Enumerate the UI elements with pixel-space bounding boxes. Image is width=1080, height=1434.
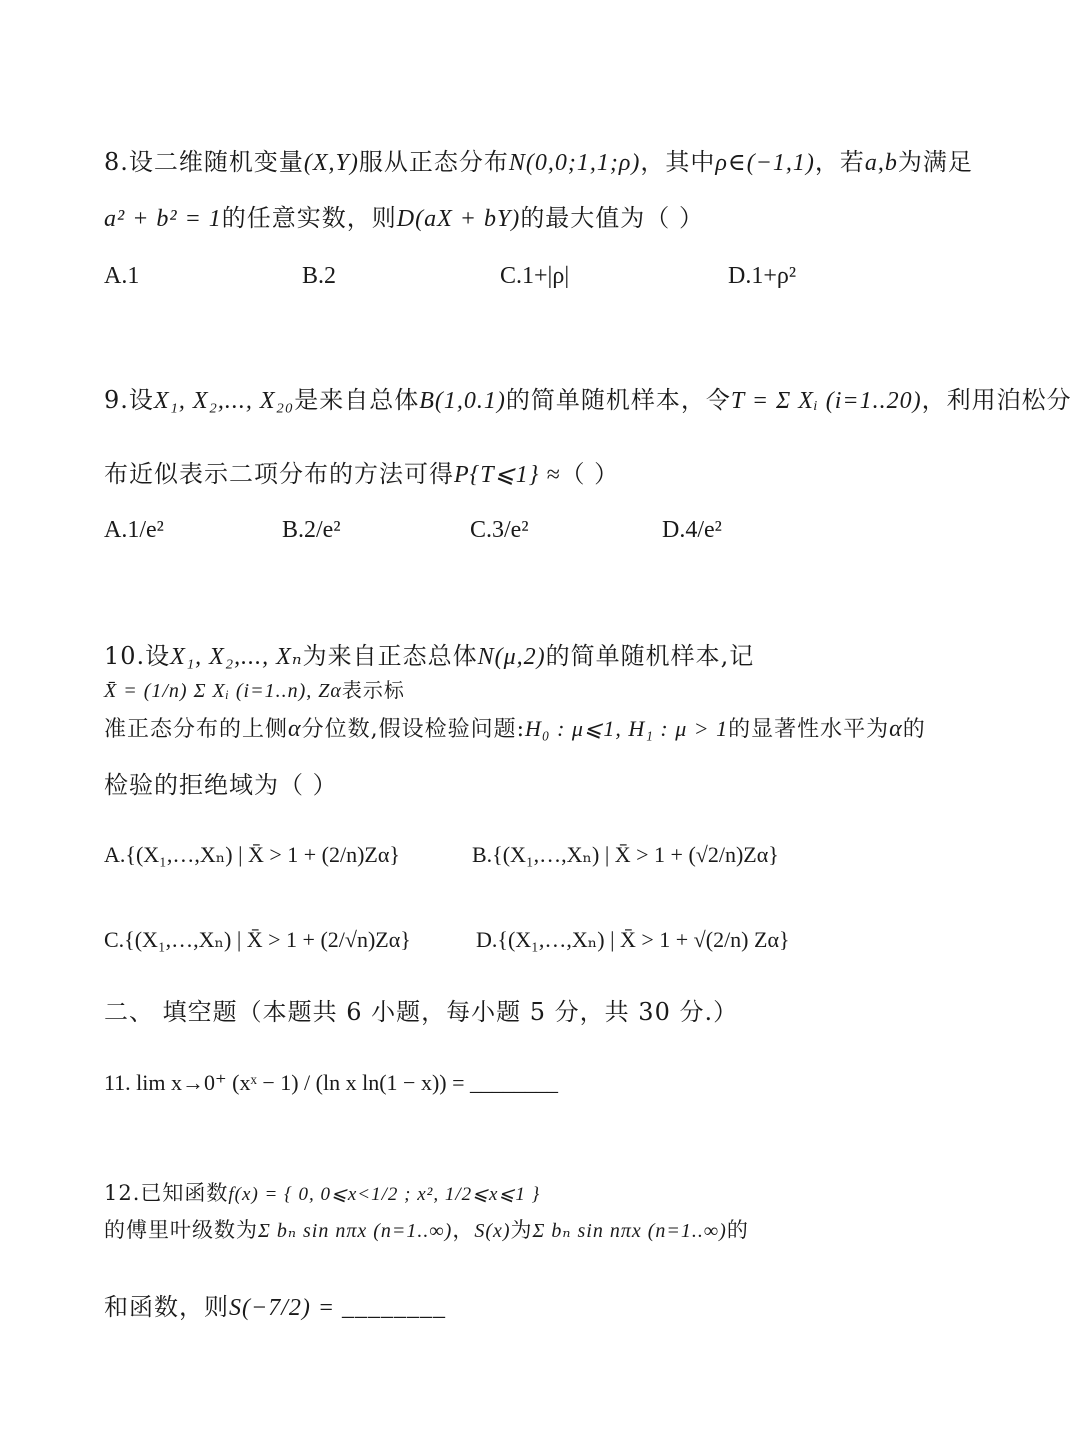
q9-text: 的简单随机样本，令 — [505, 386, 731, 414]
q12-line1 — [104, 1178, 540, 1210]
q8-text: ，若 — [814, 148, 865, 176]
q9-text: ，利用泊松分 — [921, 386, 1072, 414]
q12-math-series: Σ bₙ sin nπx (n=1..∞) — [532, 1220, 727, 1242]
q8-text: ，其中 — [640, 148, 716, 176]
q10-line1-cont — [104, 675, 405, 706]
q8-math-rho: ρ∈(−1,1) — [715, 150, 815, 176]
q8-math-variance: D(aX + bY) — [396, 206, 521, 232]
q9-math-dist: B(1,0.1) — [419, 388, 506, 414]
q10-math-dist: N(μ,2) — [477, 644, 546, 670]
q10-text: 的简单随机样本,记 — [545, 642, 755, 670]
q9-line1 — [104, 385, 1072, 416]
q9-line2 — [104, 459, 619, 490]
q9-option-b: B.2/e² — [282, 517, 341, 543]
q10-text: 的显著性水平为 — [728, 717, 890, 742]
q10-text: 准正态分布的上侧 — [104, 717, 289, 742]
q8-line1 — [104, 147, 973, 178]
q9-text: 是来自总体 — [294, 386, 420, 414]
q9-option-c: C.3/e² — [470, 517, 529, 543]
q10-line3: 检验的拒绝域为（ ） — [104, 771, 338, 799]
q8-option-a: A.1 — [104, 263, 140, 289]
q8-math-ab: a,b — [864, 150, 898, 176]
q12-math-f: f(x) = { 0, 0⩽x<1/2 ; x², 1/2⩽x⩽1 } — [228, 1184, 541, 1205]
q9-math-prob: P{T⩽1} ≈ — [454, 462, 561, 488]
q9-option-a: A.1/e² — [104, 517, 164, 543]
q10-option-d: D.{(X₁,…,Xₙ) | X̄ > 1 + √(2/n) Zα} — [476, 927, 790, 952]
question-11: 11. lim x→0⁺ (xˣ − 1) / (ln x ln(1 − x)) = ________ — [104, 1070, 559, 1095]
q10-line1 — [104, 641, 754, 672]
q10-text: 为来自正态总体 — [302, 642, 478, 670]
q10-math-mean: X̄ = (1/n) Σ Xᵢ (i=1..n), Zα — [104, 680, 342, 702]
q8-text: 的最大值为（ ） — [520, 204, 704, 232]
q8-option-b: B.2 — [302, 263, 337, 289]
q9-math-t: T = Σ Xᵢ (i=1..20) — [730, 388, 922, 414]
q10-math-alpha: α — [288, 716, 302, 742]
q9-option-d: D.4/e² — [662, 517, 722, 543]
q8-text: 服从正态分布 — [358, 148, 509, 176]
q8-math-cond: a² + b² = 1 — [104, 206, 222, 232]
q9-math-sample: X₁, X₂,..., X₂₀ — [153, 388, 295, 414]
q10-text: 的 — [902, 717, 926, 742]
q9-text: 布近似表示二项分布的方法可得 — [104, 460, 454, 488]
q10-math-sample: X₁, X₂,..., Xₙ — [170, 644, 303, 670]
q10-math-hypothesis: H₀ : μ⩽1, H₁ : μ > 1 — [525, 716, 729, 741]
q10-text: 10.设 — [104, 642, 171, 670]
q10-option-b: B.{(X₁,…,Xₙ) | X̄ > 1 + (√2/n)Zα} — [472, 842, 779, 867]
q10-text: 表示标 — [341, 678, 405, 702]
section-2-heading: 二、 填空题（本题共 6 小题，每小题 5 分，共 30 分.） — [104, 998, 739, 1026]
q10-option-c: C.{(X₁,…,Xₙ) | X̄ > 1 + (2/√n)Zα} — [104, 927, 411, 952]
q10-option-a: A.{(X₁,…,Xₙ) | X̄ > 1 + (2/n)Zα} — [104, 842, 400, 867]
q8-line2 — [104, 203, 704, 234]
q12-line2 — [104, 1292, 446, 1323]
q8-text: 为满足 — [897, 148, 973, 176]
q12-line1-cont — [104, 1215, 749, 1246]
q8-option-d: D.1+ρ² — [728, 263, 797, 289]
q9-text: 9.设 — [104, 386, 154, 414]
q8-math-xy: (X,Y) — [303, 150, 359, 176]
q10-line2 — [104, 714, 926, 745]
q12-math-value: S(−7/2) = ________ — [229, 1295, 447, 1321]
q12-text: 和函数，则 — [104, 1293, 229, 1321]
q9-text: （ ） — [560, 460, 620, 488]
q12-text: 12.已知函数 — [104, 1181, 229, 1205]
q12-math-s: S(x) — [474, 1220, 511, 1242]
q10-math-alpha: α — [889, 716, 903, 742]
q12-text: 的 — [726, 1218, 749, 1242]
q8-text: 8.设二维随机变量 — [104, 148, 304, 176]
q10-text: 分位数,假设检验问题: — [301, 717, 526, 742]
q12-text: 为 — [510, 1218, 533, 1242]
q12-math-series: Σ bₙ sin nπx (n=1..∞) — [258, 1220, 453, 1242]
q8-math-dist: N(0,0;1,1;ρ) — [508, 150, 641, 176]
q8-option-c: C.1+|ρ| — [500, 263, 570, 289]
q8-text: 的任意实数，则 — [221, 204, 397, 232]
q12-text: ， — [452, 1218, 475, 1242]
q12-text: 的傅里叶级数为 — [104, 1218, 258, 1242]
